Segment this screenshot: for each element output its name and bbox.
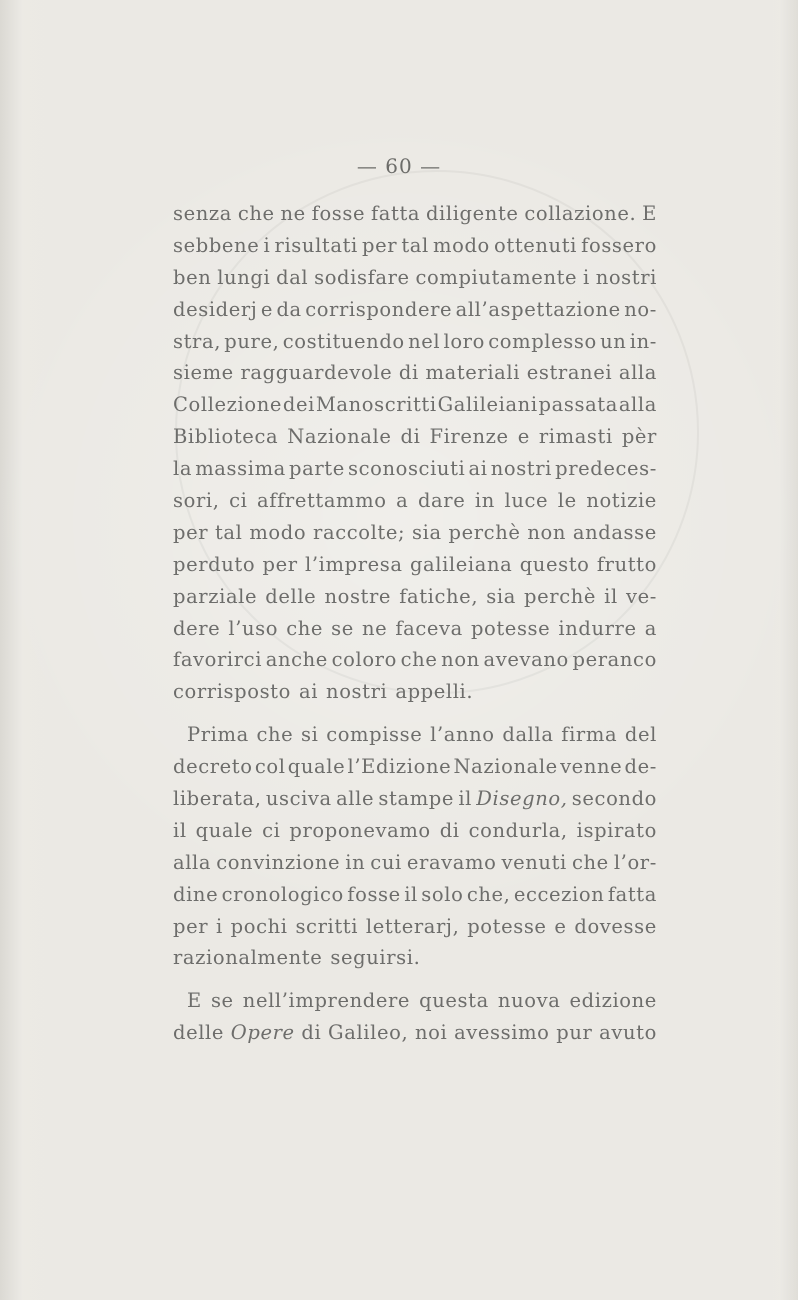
- paragraph: [173, 198, 657, 708]
- text-line: ben lungi dal sodisfare compiutamente i nostri: [173, 265, 657, 289]
- text-line: Prima che si compisse l’anno dalla firma del: [187, 723, 657, 747]
- paragraph-gap: [173, 974, 657, 985]
- text-line: razionalmente seguirsi.: [173, 946, 421, 970]
- text-line: liberata, usciva alle stampe il Disegno, secondo: [173, 787, 657, 811]
- text-line: Collezione dei Manoscritti Galileiani passata alla: [173, 393, 657, 417]
- text-line: perduto per l’impresa galileiana questo frutto: [173, 552, 657, 576]
- text-line: sebbene i risultati per tal modo ottenuti fossero: [173, 233, 657, 257]
- text-line: per i pochi scritti letterarj, potesse e dovesse: [173, 914, 657, 938]
- paragraph-gap: [173, 708, 657, 719]
- text-line: alla convinzione in cui eravamo venuti che l’or-: [173, 850, 657, 874]
- text-line: la massima parte sconosciuti ai nostri predeces-: [173, 457, 657, 481]
- text-line: decreto col quale l’Edizione Nazionale venne de-: [173, 755, 657, 779]
- text-line: desiderj e da corrispondere all’aspettazione no-: [173, 297, 657, 321]
- paragraph: [173, 985, 657, 1049]
- text-line: corrisposto ai nostri appelli.: [173, 680, 474, 704]
- text-line: dere l’uso che se ne faceva potesse indurre a: [173, 616, 657, 640]
- text-line: senza che ne fosse fatta diligente collazione. E: [173, 202, 657, 225]
- paragraph: [173, 719, 657, 974]
- text-line: favorirci anche coloro che non avevano peranco: [173, 648, 657, 672]
- text-line: sori, ci affrettammo a dare in luce le notizie: [173, 489, 657, 513]
- text-line: dine cronologico fosse il solo che, eccezion fatta: [173, 882, 657, 906]
- text-line: stra, pure, costituendo nel loro complesso un in-: [173, 329, 657, 353]
- text-line: sieme ragguardevole di materiali estranei alla: [173, 361, 657, 385]
- text-line: Biblioteca Nazionale di Firenze e rimasti pèr: [173, 425, 657, 449]
- text-line: per tal modo raccolte; sia perchè non andasse: [173, 520, 657, 544]
- text-line: il quale ci proponevamo di condurla, ispirato: [173, 818, 657, 842]
- text-line: E se nell’imprendere questa nuova edizione: [187, 989, 657, 1013]
- page-number: — 60 —: [356, 154, 442, 178]
- text-line: delle Opere di Galileo, noi avessimo pur avuto: [173, 1021, 657, 1045]
- body-text: [173, 198, 657, 1049]
- text-line: parziale delle nostre fatiche, sia perchè il ve-: [173, 584, 657, 608]
